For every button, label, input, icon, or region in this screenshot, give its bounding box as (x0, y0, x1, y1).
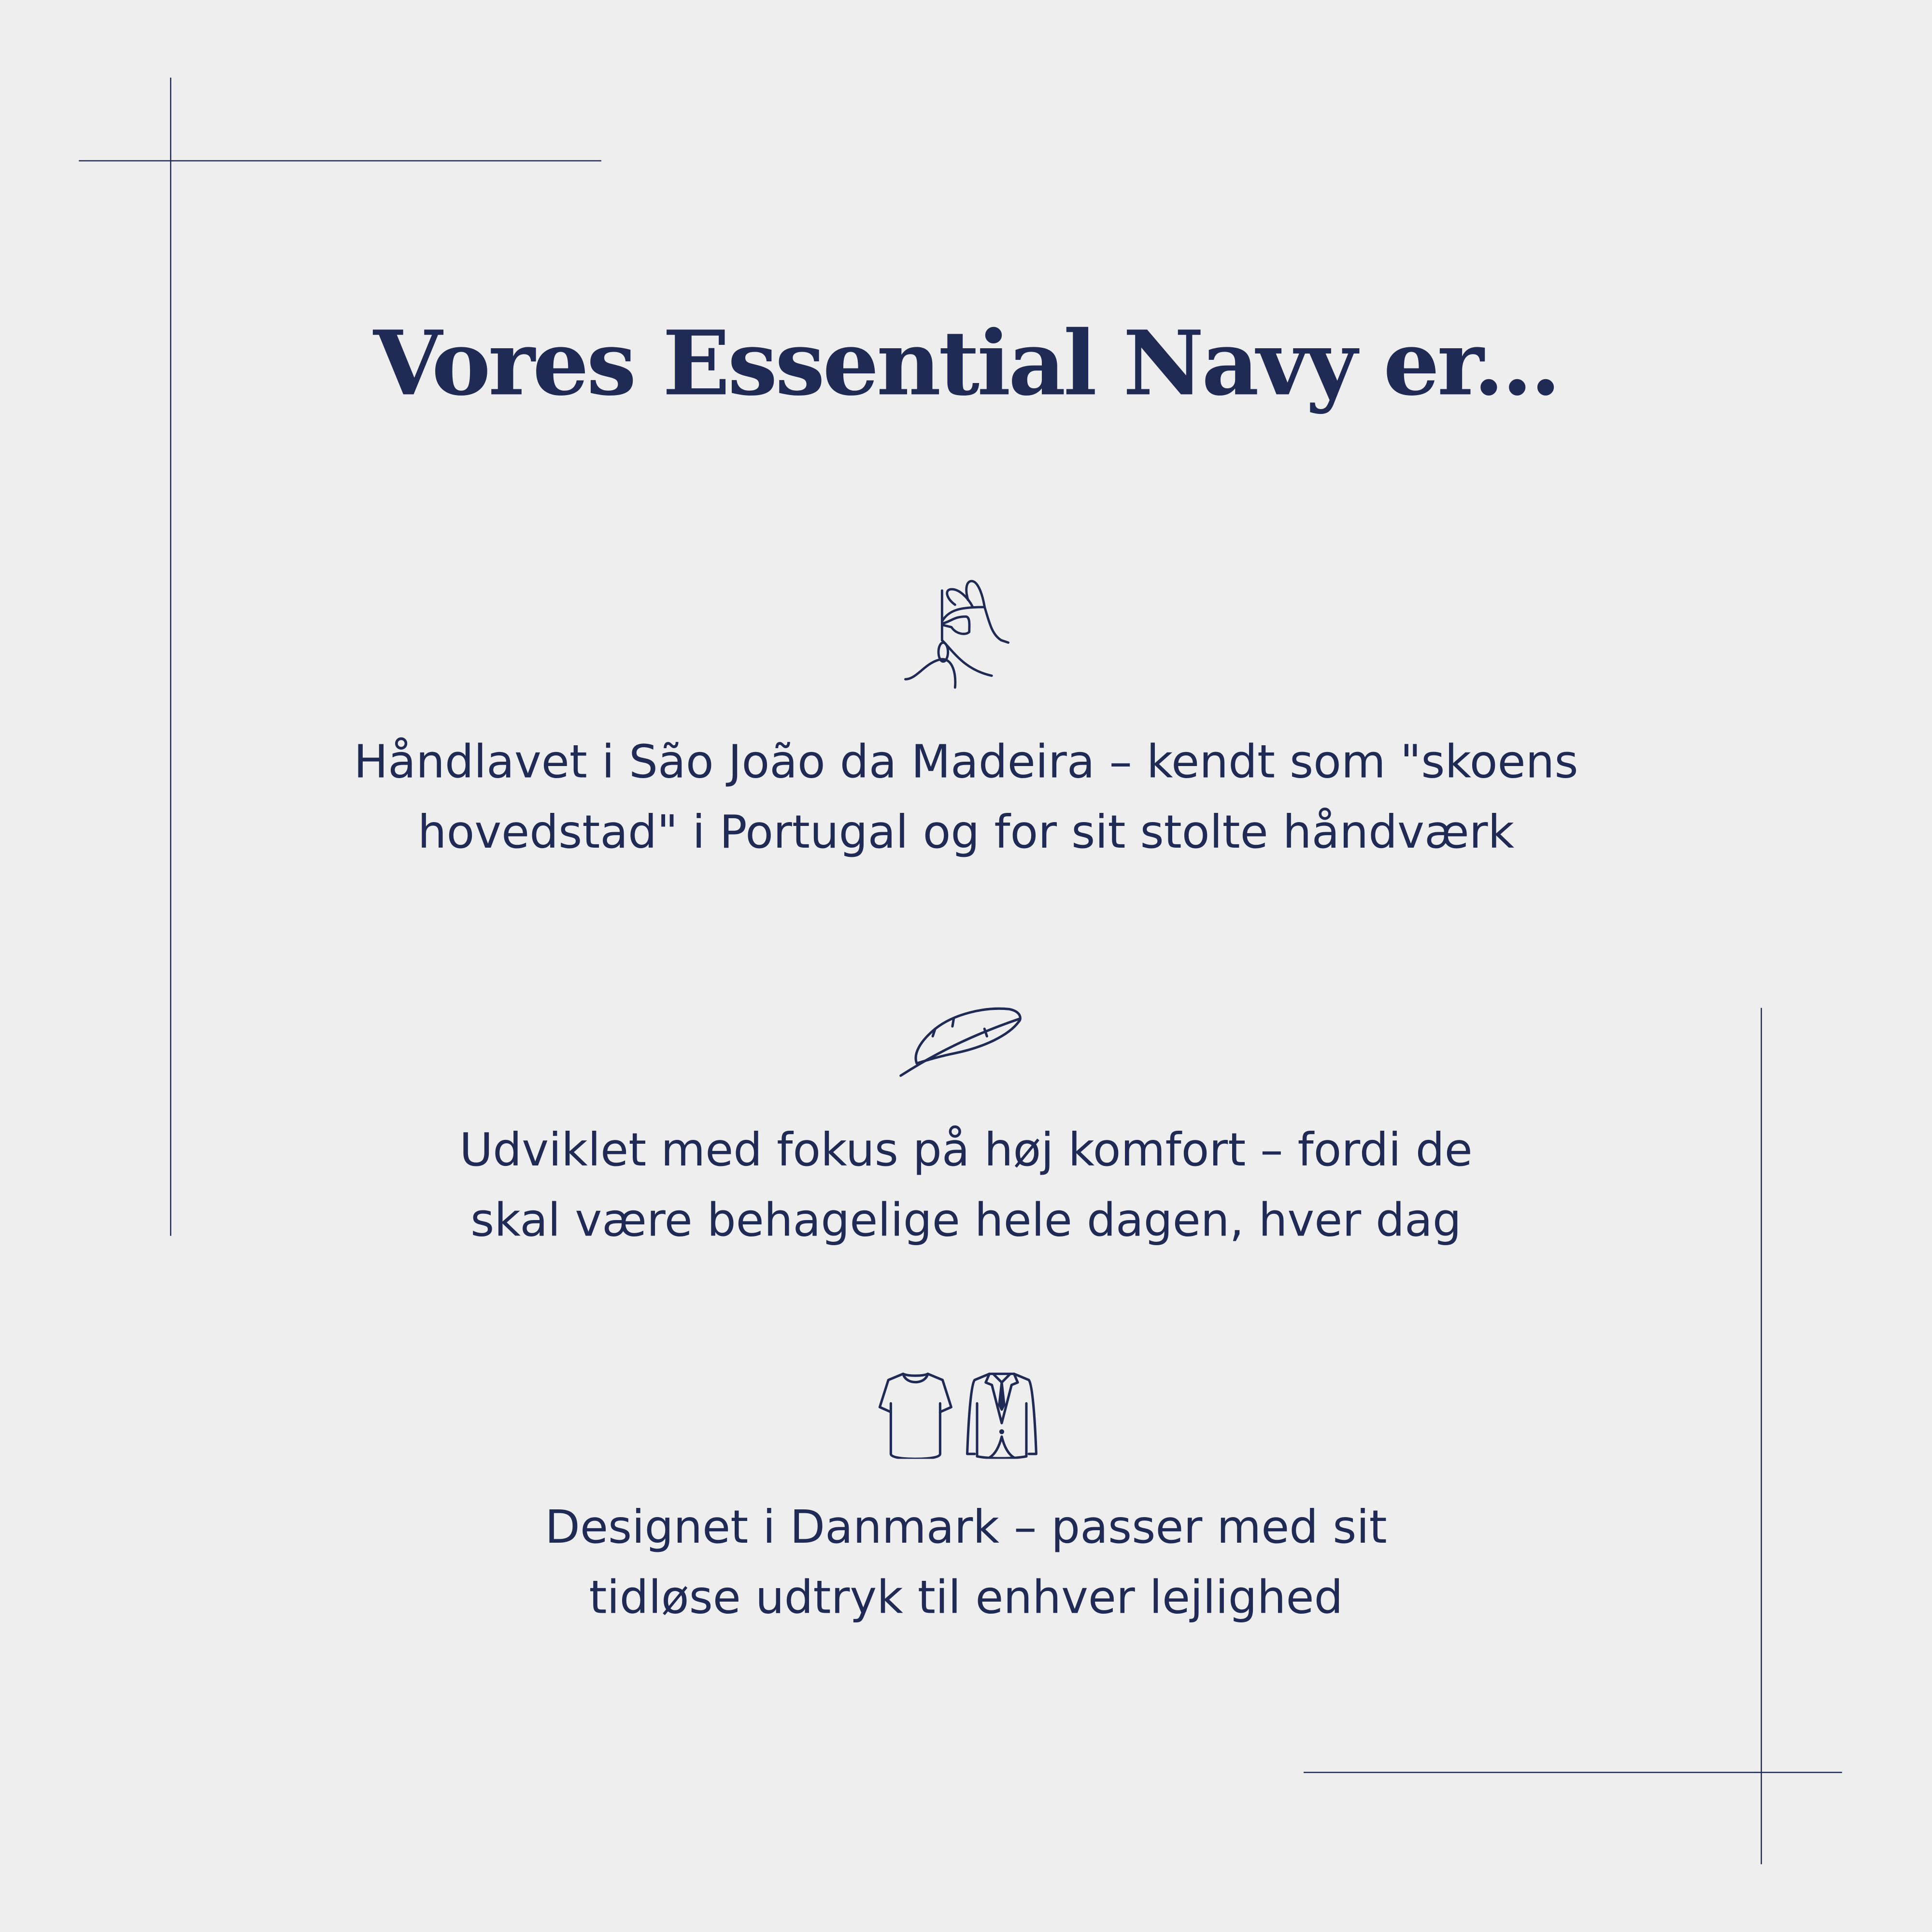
feature-text-handmade (0, 727, 1932, 867)
feather-icon (896, 1004, 1024, 1078)
text-line: Håndlavet i São João da Madeira – kendt som "skoens (354, 735, 1578, 789)
text-line: tidløse udtryk til enhver lejlighed (589, 1571, 1343, 1624)
decorative-line (1304, 1772, 1842, 1773)
text-line: Designet i Danmark – passer med sit (545, 1501, 1387, 1554)
hand-sewing-icon (899, 567, 1018, 690)
blazer-icon (965, 1370, 1038, 1459)
page-title: Vores Essential Navy er... (373, 310, 1559, 415)
feature-text-design (0, 1492, 1932, 1633)
text-line: hovedstad" i Portugal og for sit stolte håndværk (417, 806, 1515, 859)
text-line: skal være behagelige hele dagen, hver dag (470, 1193, 1462, 1247)
text-line: Udviklet med fokus på høj komfort – fordi de (459, 1123, 1473, 1177)
decorative-line (170, 78, 171, 1236)
decorative-line (79, 160, 601, 162)
tshirt-icon (879, 1370, 952, 1459)
feature-text-comfort (0, 1115, 1932, 1256)
